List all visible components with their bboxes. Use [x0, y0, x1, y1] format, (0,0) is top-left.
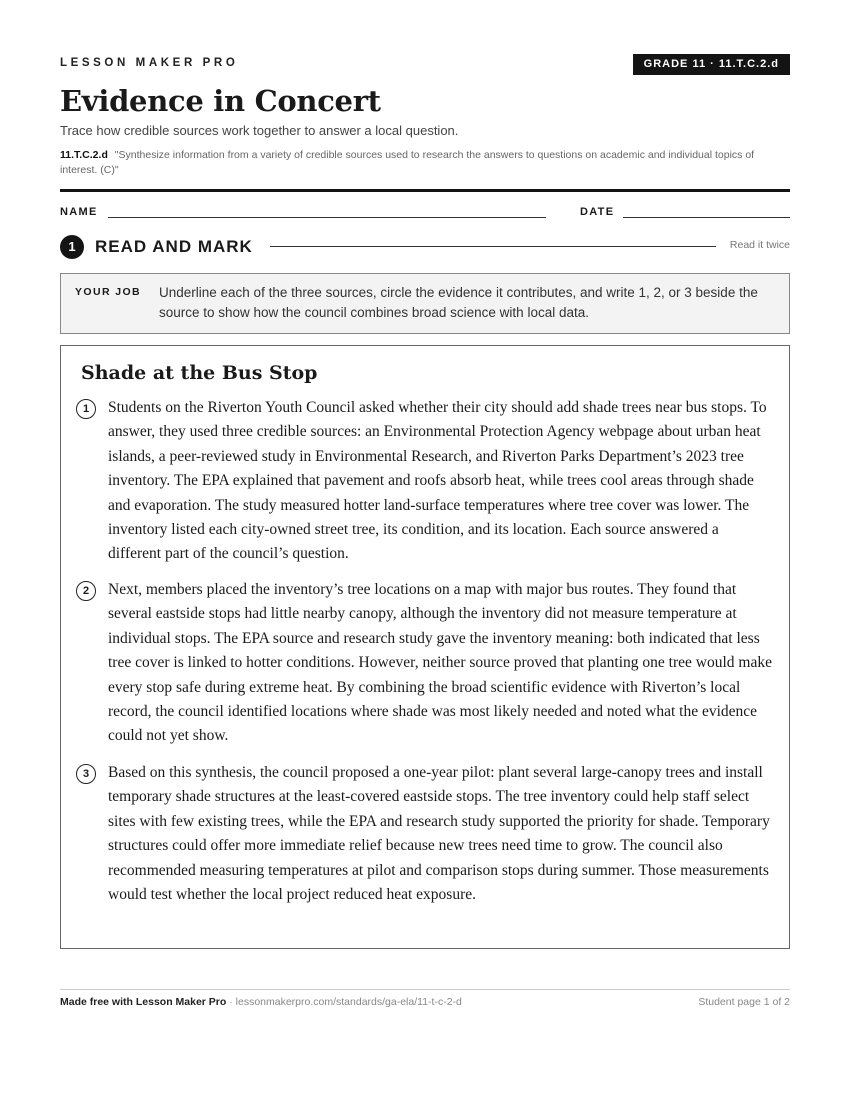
page-subtitle: Trace how credible sources work together to answer a local question.: [60, 123, 459, 138]
paragraph: Students on the Riverton Youth Council asked whether their city should add shade trees near bus stops. To answer, they used three credible sources: an Environmental Protection Agency webpage about urban heat islands, a peer-reviewed study in Environmental Research, and Riverton Parks Department’s 2023 tree inventory. The EPA explained that pavement and roofs absorb heat, while trees cool areas through shade and evaporation. The study measured hotter land-surface temperatures where tree cover was lower. The inventory listed each city-owned street tree, its condition, and its location. Each source answered a different part of the council’s question.: [108, 399, 767, 563]
paragraph: Based on this synthesis, the council proposed a one-year pilot: plant several large-canopy trees and install temporary shade structures at the least-covered eastside stops. The tree inventory could help staff select sites with few existing trees, while the EPA and research study supported the priority for shade. Temporary structures could offer more immediate relief because new trees need time to grow. The council also recommended measuring temperatures at pilot and comparison stops during summer. Those measurements would test whether the local project reduced heat exposure.: [108, 764, 770, 904]
your-job-text: Underline each of the three sources, circle the evidence it contributes, and write 1, 2, or 3 beside the source to show how the council combines broad science with local data.: [159, 285, 758, 320]
section-note: Read it twice: [729, 239, 790, 251]
date-field[interactable]: [623, 217, 790, 218]
section-number: 1: [60, 235, 84, 259]
paragraph-number: 3: [76, 764, 96, 784]
name-field[interactable]: [108, 217, 546, 218]
passage-title: Shade at the Bus Stop: [81, 362, 318, 384]
name-date-row: [60, 206, 790, 220]
section-header: [60, 235, 790, 259]
date-label: DATE: [580, 206, 615, 218]
paragraph-number: 1: [76, 399, 96, 419]
footer-credit: [60, 996, 462, 1008]
standard-code: 11.T.C.2.d: [60, 149, 108, 161]
footer-made-with: Made free with Lesson Maker Pro: [60, 996, 227, 1008]
paragraph-number: 2: [76, 581, 96, 601]
grade-badge: GRADE 11 · 11.T.C.2.d: [633, 54, 790, 75]
reading-passage: [60, 345, 790, 949]
section-rule: [270, 246, 716, 247]
footer-url[interactable]: · lessonmakerpro.com/standards/ga-ela/11-t-c-2-d: [226, 996, 462, 1008]
paragraph: Next, members placed the inventory’s tree locations on a map with major bus routes. They found that several eastside stops had little nearby canopy, although the inventory did not measure temperature at individual stops. The EPA source and research study gave the inventory meaning: both indicated that less tree cover is linked to hotter conditions. However, neither source proved that planting one tree would make every stop safe during extreme heat. By combining the broad scientific evidence with Riverton’s local record, the council identified locations where shade was most likely needed and noted what the evidence could not yet show.: [108, 581, 772, 745]
name-label: NAME: [60, 206, 98, 218]
header-divider: [60, 189, 790, 192]
footer-page-number: Student page 1 of 2: [698, 996, 790, 1008]
your-job-label: YOUR JOB: [75, 286, 142, 298]
page-title: Evidence in Concert: [60, 84, 381, 118]
section-title: READ AND MARK: [95, 237, 253, 256]
brand-name: LESSON MAKER PRO: [60, 57, 239, 69]
footer-divider: [60, 989, 790, 990]
standard-description: [60, 148, 790, 178]
your-job-box: [60, 273, 790, 334]
standard-text: "Synthesize information from a variety of credible sources used to research the answers to questions on academic and individual topics of interest. (C)": [60, 149, 755, 176]
